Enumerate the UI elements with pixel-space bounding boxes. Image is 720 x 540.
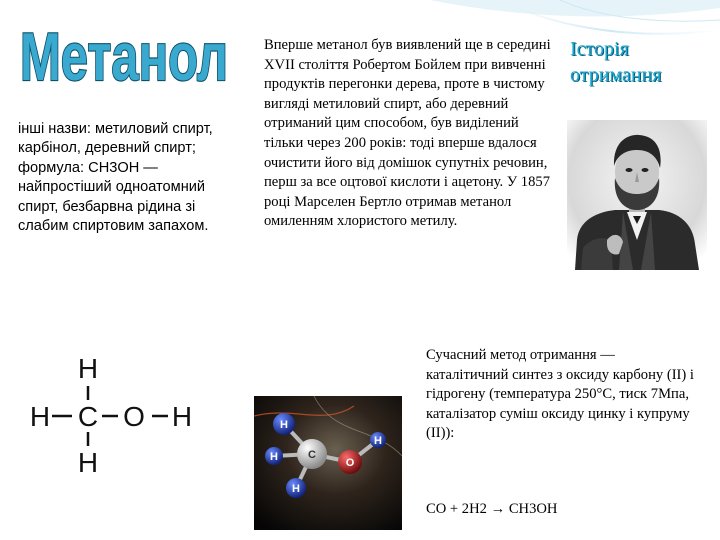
reaction-equation: CO + 2H2 → CH3OH <box>426 501 558 517</box>
model-label-o: O <box>345 457 355 469</box>
portrait-image <box>567 120 707 270</box>
history-text: Вперше метанол був виявлений ще в середині XVII століття Робертом Бойлем при вивченні продуктів перегонки дерева, проте в чистому вигляді метиловий спирт, або деревний отриманий цим способом, був виділений тільки через 200 років: тоді вперше вдалося очистити його від домішок супутніх речовин, перш за все оцтової кислоти і ацетону. У 1857 році Марселен Бертло отримав метанол омиленням хлористого метилу. <box>264 37 551 230</box>
atom-o: O <box>123 401 145 432</box>
atom-h-bottom: H <box>77 447 99 478</box>
atom-h-left: H <box>29 401 51 432</box>
modern-method-text: Сучасний метод отримання — каталітичний синтез з оксиду карбону (II) і гідрогену (температура 250°C, тиск 7Мпа, каталізатор суміш оксиду цинку і купруму (II)): <box>426 347 694 442</box>
model-label-h3: H <box>374 435 382 447</box>
atom-h-right: H <box>171 401 193 432</box>
atom-h-top: H <box>77 353 99 384</box>
slide-title <box>14 14 234 96</box>
molecule-model-image <box>254 396 402 530</box>
methanol-names-text: інші назви: метиловий спирт, карбінол, деревний спирт; формула: CH3OH — найпростіший одноатомний спирт, безбарвна рідина зі слабим спиртовим запахом. <box>18 121 213 235</box>
model-label-c: C <box>308 449 316 461</box>
model-label-h4: H <box>292 483 300 495</box>
atom-c: C <box>77 401 99 432</box>
model-label-h2: H <box>270 451 278 463</box>
structural-formula <box>22 348 222 478</box>
slide-title-text: Метанол <box>20 19 228 95</box>
model-label-h1: H <box>280 419 288 431</box>
history-title: Історія отримання <box>570 38 662 86</box>
